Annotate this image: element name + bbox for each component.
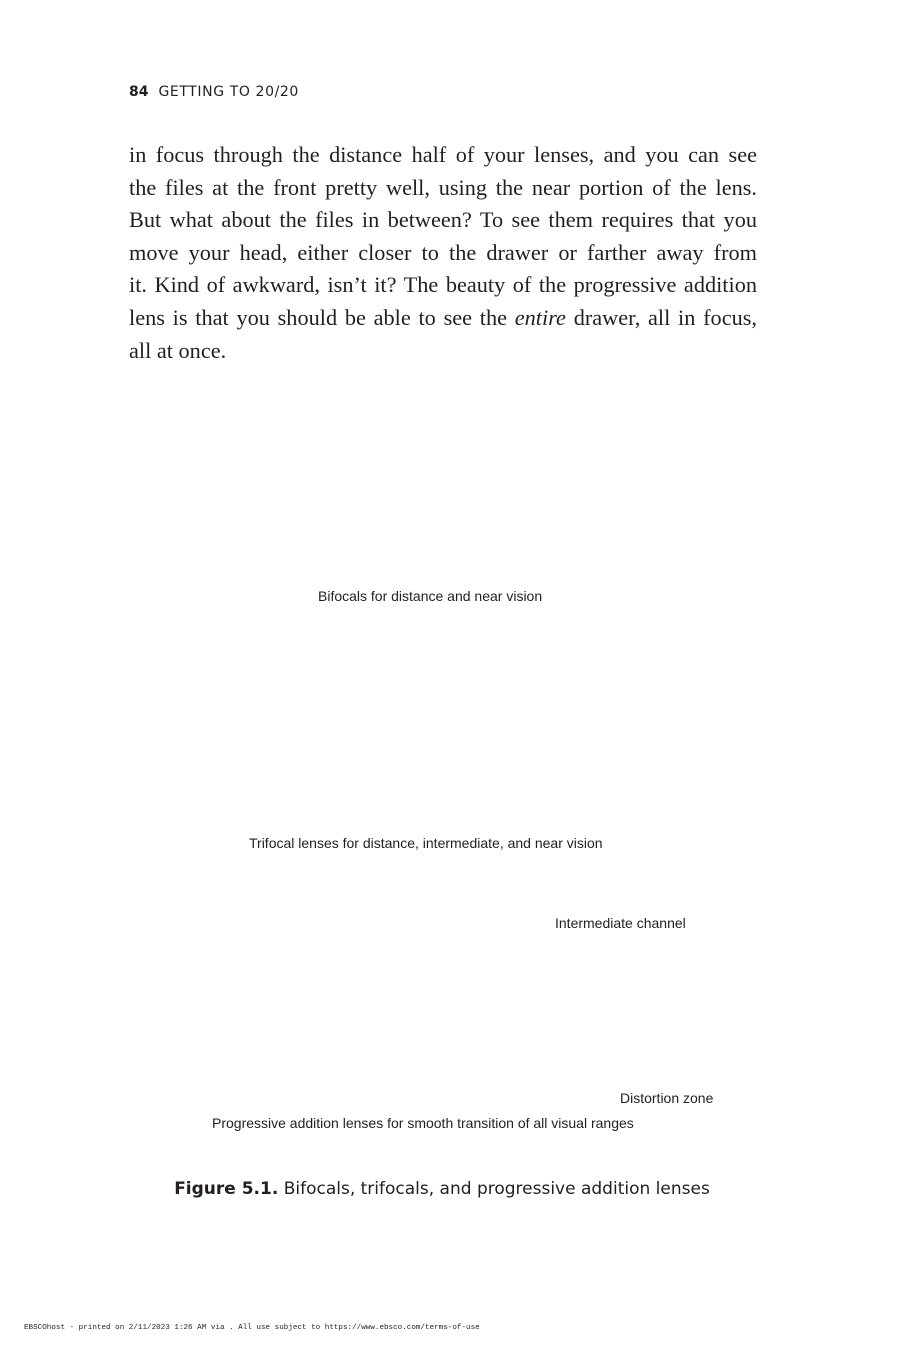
intermediate-channel-label: Intermediate channel: [555, 915, 686, 931]
body-line: it. Kind of awkward, isn’t it? The beauty of the progressive addition: [129, 272, 757, 298]
body-line: [129, 302, 757, 335]
body-line: the files at the front pretty well, using the near portion of the lens.: [129, 174, 757, 200]
body-line: But what about the files in between? To see them requires that you: [129, 207, 757, 233]
running-header: [129, 84, 299, 100]
bifocals-label: Bifocals for distance and near vision: [318, 588, 543, 604]
distortion-zone-label: Distortion zone: [620, 1090, 714, 1106]
body-text-segment: lens is that you should be able to see the: [129, 304, 515, 330]
page-number: 84: [129, 84, 149, 100]
trifocals-label: Trifocal lenses for distance, intermediate, and near vision: [249, 835, 603, 851]
figure-caption-text: Bifocals, trifocals, and progressive addition lenses: [278, 1179, 710, 1199]
figure-caption: [0, 1179, 884, 1199]
body-line: in focus through the distance half of your lenses, and you can see: [129, 142, 757, 167]
body-line: all at once.: [129, 337, 227, 363]
body-paragraph: [129, 139, 757, 367]
running-title: GETTING TO 20/20: [158, 84, 299, 100]
body-text-segment: drawer, all in focus,: [565, 304, 757, 330]
progressive-lenses-label: Progressive addition lenses for smooth transition of all visual ranges: [212, 1115, 634, 1131]
figure-number: Figure 5.1.: [174, 1179, 279, 1199]
body-line: move your head, either closer to the drawer or farther away from: [129, 239, 757, 265]
emphasized-word: entire: [514, 304, 566, 330]
print-footer: EBSCOhost - printed on 2/11/2023 1:26 AM via . All use subject to https://www.ebsco.com/terms-of-use: [24, 1324, 480, 1332]
